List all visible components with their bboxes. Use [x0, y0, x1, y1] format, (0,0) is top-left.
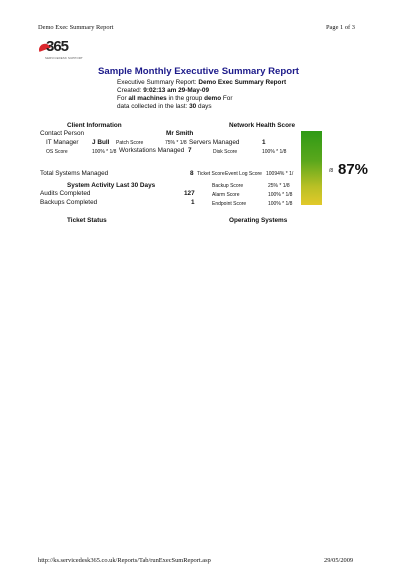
disk-score-value: 100% * 1/8 — [262, 149, 287, 155]
logo-number: 365 — [46, 38, 69, 55]
endpoint-score-value: 100% * 1/8 — [268, 201, 293, 207]
eventlog-score-tail: /8 — [329, 168, 334, 174]
report-header-title: Demo Exec Summary Report — [38, 24, 114, 31]
audits-value: 127 — [184, 190, 195, 197]
logo-tagline: SERVICEDESK SUPPORT — [45, 56, 83, 60]
patch-score-label: Patch Score — [116, 140, 144, 146]
footer-date: 29/05/2009 — [324, 557, 354, 564]
disk-score-label: Disk Score — [213, 149, 238, 155]
data-period-line: data collected in the last: 30 days — [117, 103, 212, 110]
servers-label: Servers Managed — [189, 139, 240, 146]
client-info-title: Client Information — [67, 122, 122, 129]
report-heading: Sample Monthly Executive Summary Report — [98, 66, 299, 77]
page-number: Page 1 of 3 — [326, 24, 355, 31]
audits-label: Audits Completed — [40, 190, 91, 197]
workstations-label: Workstations Managed — [119, 147, 185, 154]
operating-systems-title: Operating Systems — [229, 217, 288, 224]
ticket-status-title: Ticket Status — [67, 217, 107, 224]
endpoint-score-label: Endpoint Score — [212, 201, 247, 207]
servers-value: 1 — [262, 139, 266, 146]
contact-value: Mr Smith — [166, 130, 194, 137]
eventlog-score-label: Event Log Score — [225, 171, 262, 177]
activity-title: System Activity Last 30 Days — [67, 182, 156, 189]
backups-label: Backups Completed — [40, 199, 98, 206]
ticket-score-label: Ticket Score — [197, 171, 225, 177]
it-manager-label: IT Manager — [46, 139, 79, 146]
contact-label: Contact Person — [40, 130, 85, 137]
total-systems-label: Total Systems Managed — [40, 170, 109, 177]
network-health-score-bar — [301, 131, 322, 205]
alarm-score-label: Alarm Score — [212, 192, 240, 198]
company-logo — [38, 38, 83, 62]
os-score-value: 100% * 1/8 — [92, 149, 117, 155]
total-systems-value: 8 — [190, 170, 194, 177]
network-health-title: Network Health Score — [229, 122, 296, 129]
it-manager-value: J Bull — [92, 139, 110, 146]
alarm-score-value: 100% * 1/8 — [268, 192, 293, 198]
backups-value: 1 — [191, 199, 195, 206]
os-score-label: OS Score — [46, 149, 68, 155]
eventlog-score-value: 10094% * 1/ — [266, 171, 294, 177]
patch-score-value: 75% * 1/8 — [165, 140, 187, 146]
report-name-line: Executive Summary Report: Demo Exec Summary Report — [117, 79, 287, 86]
workstations-value: 7 — [188, 147, 192, 154]
footer-url[interactable]: http://ks.servicedesk365.co.uk/Reports/Tab/runExecSumReport.asp — [38, 557, 211, 564]
backup-score-value: 25% * 1/8 — [268, 183, 290, 189]
created-line: Created: 9:02:13 am 29-May-09 — [117, 87, 210, 94]
scope-line: For all machines in the group demo For — [117, 95, 233, 102]
network-health-percent: 87% — [338, 161, 369, 178]
backup-score-label: Backup Score — [212, 183, 244, 189]
